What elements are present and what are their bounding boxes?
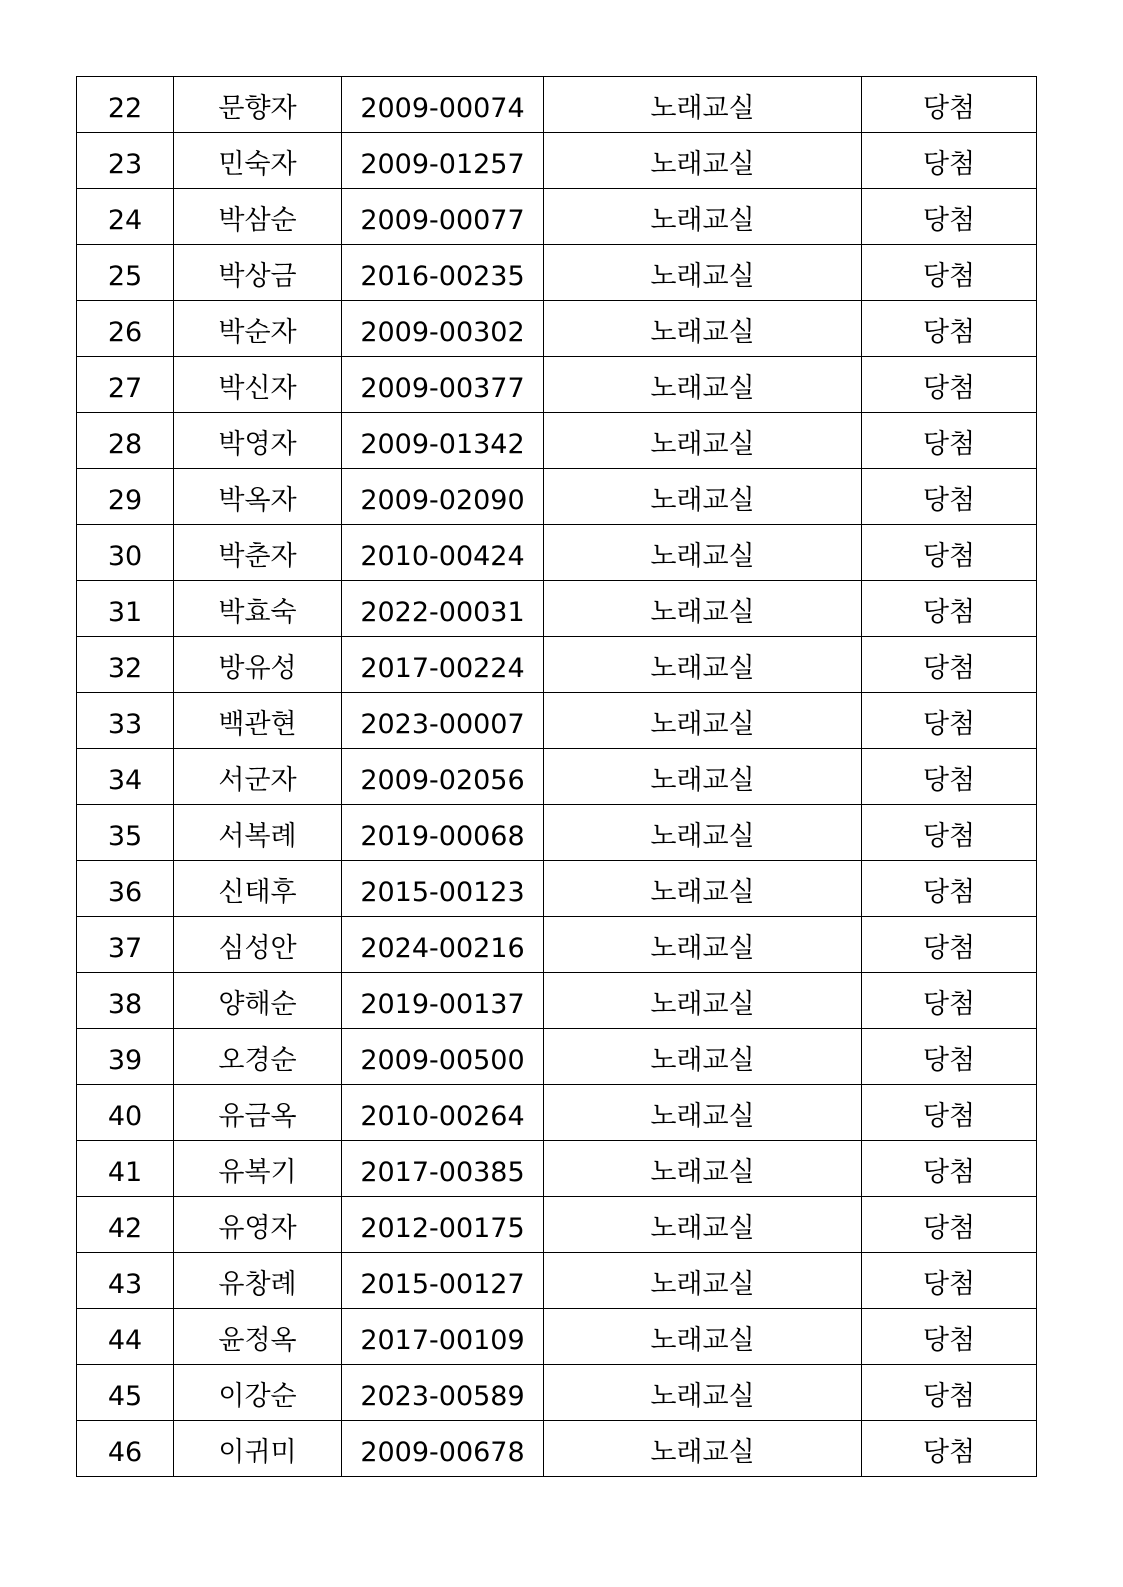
- member-name-cell: [174, 749, 342, 805]
- class-name-cell: [544, 245, 862, 301]
- result-cell: [862, 637, 1037, 693]
- member-id-cell: [342, 917, 544, 973]
- member-id-cell: [342, 1197, 544, 1253]
- class-name-cell-text: 노래교실: [650, 93, 755, 124]
- member-name-cell: [174, 1309, 342, 1365]
- row-number-cell-text: 22: [107, 93, 143, 124]
- member-id-cell-text: 2009-02090: [360, 485, 525, 516]
- member-name-cell: [174, 1197, 342, 1253]
- result-cell: [862, 1309, 1037, 1365]
- result-cell: [862, 133, 1037, 189]
- result-cell-text: 당첨: [922, 1157, 976, 1188]
- row-number-cell: [77, 1253, 174, 1309]
- member-id-cell-text: 2009-01257: [360, 149, 525, 180]
- class-name-cell-text: 노래교실: [650, 989, 755, 1020]
- row-number-cell-text: 40: [107, 1101, 143, 1132]
- result-cell-text: 당첨: [922, 1101, 976, 1132]
- row-number-cell-text: 39: [107, 1045, 143, 1076]
- member-name-cell: [174, 1141, 342, 1197]
- class-name-cell: [544, 1309, 862, 1365]
- result-cell-text: 당첨: [922, 1269, 976, 1300]
- table-row: [77, 1421, 1037, 1477]
- member-name-cell-text: 유창례: [218, 1269, 297, 1300]
- result-cell-text: 당첨: [922, 1381, 976, 1412]
- table-row: [77, 637, 1037, 693]
- row-number-cell: [77, 973, 174, 1029]
- member-name-cell: [174, 301, 342, 357]
- member-name-cell: [174, 861, 342, 917]
- row-number-cell-text: 38: [107, 989, 143, 1020]
- table-row: [77, 1309, 1037, 1365]
- member-name-cell: [174, 189, 342, 245]
- result-cell-text: 당첨: [922, 541, 976, 572]
- class-name-cell: [544, 1365, 862, 1421]
- class-name-cell-text: 노래교실: [650, 1269, 755, 1300]
- member-id-cell-text: 2016-00235: [360, 261, 525, 292]
- row-number-cell: [77, 861, 174, 917]
- class-name-cell: [544, 1197, 862, 1253]
- member-id-cell-text: 2009-00377: [360, 373, 525, 404]
- member-name-cell-text: 민숙자: [218, 149, 297, 180]
- row-number-cell: [77, 1141, 174, 1197]
- table-row: [77, 413, 1037, 469]
- member-id-cell-text: 2009-00302: [360, 317, 525, 348]
- member-id-cell: [342, 245, 544, 301]
- row-number-cell: [77, 637, 174, 693]
- table-row: [77, 861, 1037, 917]
- member-name-cell: [174, 525, 342, 581]
- class-name-cell: [544, 1085, 862, 1141]
- result-cell: [862, 1253, 1037, 1309]
- class-name-cell-text: 노래교실: [650, 373, 755, 404]
- row-number-cell-text: 29: [107, 485, 143, 516]
- member-name-cell: [174, 693, 342, 749]
- member-id-cell: [342, 1365, 544, 1421]
- lottery-result-table: [76, 76, 1037, 1477]
- result-cell: [862, 1141, 1037, 1197]
- member-name-cell: [174, 133, 342, 189]
- table-row: [77, 1197, 1037, 1253]
- member-name-cell: [174, 805, 342, 861]
- result-cell: [862, 77, 1037, 133]
- table-row: [77, 525, 1037, 581]
- result-cell: [862, 749, 1037, 805]
- class-name-cell-text: 노래교실: [650, 709, 755, 740]
- result-cell: [862, 581, 1037, 637]
- row-number-cell-text: 42: [107, 1213, 143, 1244]
- row-number-cell: [77, 133, 174, 189]
- row-number-cell: [77, 749, 174, 805]
- row-number-cell: [77, 469, 174, 525]
- table-row: [77, 581, 1037, 637]
- member-id-cell-text: 2015-00127: [360, 1269, 525, 1300]
- row-number-cell: [77, 189, 174, 245]
- class-name-cell: [544, 693, 862, 749]
- table-row: [77, 1029, 1037, 1085]
- row-number-cell: [77, 1365, 174, 1421]
- row-number-cell: [77, 245, 174, 301]
- member-id-cell: [342, 973, 544, 1029]
- member-name-cell: [174, 1421, 342, 1477]
- table-row: [77, 77, 1037, 133]
- class-name-cell: [544, 1253, 862, 1309]
- member-id-cell-text: 2009-01342: [360, 429, 525, 460]
- result-cell-text: 당첨: [922, 989, 976, 1020]
- row-number-cell-text: 30: [107, 541, 143, 572]
- member-id-cell-text: 2012-00175: [360, 1213, 525, 1244]
- result-cell: [862, 525, 1037, 581]
- row-number-cell-text: 33: [107, 709, 143, 740]
- member-id-cell-text: 2009-00074: [360, 93, 525, 124]
- member-name-cell: [174, 357, 342, 413]
- class-name-cell-text: 노래교실: [650, 933, 755, 964]
- member-id-cell-text: 2010-00264: [360, 1101, 525, 1132]
- class-name-cell-text: 노래교실: [650, 765, 755, 796]
- member-name-cell: [174, 1365, 342, 1421]
- row-number-cell: [77, 1421, 174, 1477]
- member-id-cell: [342, 357, 544, 413]
- result-cell-text: 당첨: [922, 1437, 976, 1468]
- result-cell-text: 당첨: [922, 765, 976, 796]
- row-number-cell: [77, 693, 174, 749]
- member-id-cell: [342, 581, 544, 637]
- result-cell-text: 당첨: [922, 933, 976, 964]
- result-cell-text: 당첨: [922, 1213, 976, 1244]
- member-name-cell-text: 유금옥: [218, 1101, 297, 1132]
- row-number-cell-text: 37: [107, 933, 143, 964]
- result-cell-text: 당첨: [922, 1325, 976, 1356]
- class-name-cell-text: 노래교실: [650, 1381, 755, 1412]
- row-number-cell-text: 46: [107, 1437, 143, 1468]
- class-name-cell: [544, 189, 862, 245]
- row-number-cell-text: 31: [107, 597, 143, 628]
- result-cell-text: 당첨: [922, 373, 976, 404]
- class-name-cell: [544, 861, 862, 917]
- result-cell: [862, 693, 1037, 749]
- class-name-cell: [544, 637, 862, 693]
- member-id-cell: [342, 1029, 544, 1085]
- row-number-cell-text: 43: [107, 1269, 143, 1300]
- result-cell-text: 당첨: [922, 653, 976, 684]
- member-name-cell-text: 박옥자: [218, 485, 297, 516]
- class-name-cell-text: 노래교실: [650, 1157, 755, 1188]
- result-cell-text: 당첨: [922, 1045, 976, 1076]
- member-name-cell-text: 박신자: [218, 373, 297, 404]
- table-row: [77, 301, 1037, 357]
- member-name-cell: [174, 1029, 342, 1085]
- member-id-cell-text: 2009-00500: [360, 1045, 525, 1076]
- member-id-cell-text: 2009-00678: [360, 1437, 525, 1468]
- class-name-cell: [544, 749, 862, 805]
- class-name-cell: [544, 805, 862, 861]
- class-name-cell: [544, 917, 862, 973]
- member-name-cell: [174, 413, 342, 469]
- row-number-cell-text: 26: [107, 317, 143, 348]
- class-name-cell-text: 노래교실: [650, 597, 755, 628]
- member-name-cell-text: 백관현: [218, 709, 297, 740]
- class-name-cell-text: 노래교실: [650, 821, 755, 852]
- member-id-cell: [342, 1085, 544, 1141]
- member-name-cell: [174, 1085, 342, 1141]
- table-row: [77, 917, 1037, 973]
- result-cell-text: 당첨: [922, 261, 976, 292]
- row-number-cell-text: 35: [107, 821, 143, 852]
- class-name-cell-text: 노래교실: [650, 1437, 755, 1468]
- member-id-cell: [342, 189, 544, 245]
- member-id-cell: [342, 1253, 544, 1309]
- member-name-cell: [174, 973, 342, 1029]
- member-id-cell: [342, 693, 544, 749]
- member-id-cell-text: 2009-00077: [360, 205, 525, 236]
- class-name-cell: [544, 301, 862, 357]
- member-name-cell-text: 서복례: [218, 821, 297, 852]
- row-number-cell: [77, 301, 174, 357]
- class-name-cell-text: 노래교실: [650, 485, 755, 516]
- member-name-cell-text: 윤정옥: [218, 1325, 297, 1356]
- class-name-cell: [544, 357, 862, 413]
- table-row: [77, 973, 1037, 1029]
- member-name-cell-text: 오경순: [218, 1045, 297, 1076]
- table-row: [77, 133, 1037, 189]
- result-cell: [862, 1197, 1037, 1253]
- member-id-cell: [342, 749, 544, 805]
- member-id-cell: [342, 525, 544, 581]
- member-name-cell-text: 문향자: [218, 93, 297, 124]
- member-name-cell: [174, 1253, 342, 1309]
- result-cell: [862, 357, 1037, 413]
- member-id-cell: [342, 301, 544, 357]
- result-cell: [862, 1365, 1037, 1421]
- class-name-cell-text: 노래교실: [650, 1325, 755, 1356]
- member-id-cell: [342, 637, 544, 693]
- member-id-cell: [342, 133, 544, 189]
- row-number-cell-text: 28: [107, 429, 143, 460]
- row-number-cell-text: 41: [107, 1157, 143, 1188]
- table-row: [77, 805, 1037, 861]
- result-cell-text: 당첨: [922, 709, 976, 740]
- member-name-cell-text: 박상금: [218, 261, 297, 292]
- member-id-cell: [342, 469, 544, 525]
- class-name-cell-text: 노래교실: [650, 1045, 755, 1076]
- row-number-cell: [77, 357, 174, 413]
- result-cell: [862, 1029, 1037, 1085]
- result-cell-text: 당첨: [922, 877, 976, 908]
- member-name-cell-text: 서군자: [218, 765, 297, 796]
- member-name-cell-text: 박순자: [218, 317, 297, 348]
- table-row: [77, 1141, 1037, 1197]
- row-number-cell: [77, 1197, 174, 1253]
- member-id-cell-text: 2010-00424: [360, 541, 525, 572]
- row-number-cell-text: 36: [107, 877, 143, 908]
- class-name-cell: [544, 973, 862, 1029]
- member-id-cell-text: 2017-00109: [360, 1325, 525, 1356]
- class-name-cell-text: 노래교실: [650, 541, 755, 572]
- row-number-cell: [77, 525, 174, 581]
- row-number-cell: [77, 917, 174, 973]
- table-row: [77, 693, 1037, 749]
- row-number-cell: [77, 1029, 174, 1085]
- member-id-cell-text: 2009-02056: [360, 765, 525, 796]
- result-cell-text: 당첨: [922, 149, 976, 180]
- member-id-cell-text: 2022-00031: [360, 597, 525, 628]
- member-id-cell: [342, 1421, 544, 1477]
- table-body: [77, 77, 1037, 1477]
- result-cell-text: 당첨: [922, 821, 976, 852]
- class-name-cell: [544, 1141, 862, 1197]
- class-name-cell-text: 노래교실: [650, 205, 755, 236]
- result-cell: [862, 1421, 1037, 1477]
- result-cell: [862, 469, 1037, 525]
- member-id-cell-text: 2019-00068: [360, 821, 525, 852]
- table-row: [77, 749, 1037, 805]
- class-name-cell-text: 노래교실: [650, 1101, 755, 1132]
- result-cell-text: 당첨: [922, 485, 976, 516]
- class-name-cell-text: 노래교실: [650, 877, 755, 908]
- class-name-cell: [544, 1029, 862, 1085]
- result-cell-text: 당첨: [922, 429, 976, 460]
- result-cell-text: 당첨: [922, 205, 976, 236]
- row-number-cell: [77, 1085, 174, 1141]
- member-id-cell: [342, 1141, 544, 1197]
- member-name-cell-text: 박효숙: [218, 597, 297, 628]
- member-name-cell-text: 양해순: [218, 989, 297, 1020]
- member-name-cell: [174, 469, 342, 525]
- member-id-cell: [342, 1309, 544, 1365]
- row-number-cell-text: 45: [107, 1381, 143, 1412]
- member-name-cell-text: 박삼순: [218, 205, 297, 236]
- class-name-cell-text: 노래교실: [650, 317, 755, 348]
- row-number-cell-text: 27: [107, 373, 143, 404]
- member-id-cell: [342, 861, 544, 917]
- member-name-cell: [174, 245, 342, 301]
- row-number-cell-text: 34: [107, 765, 143, 796]
- result-cell: [862, 805, 1037, 861]
- member-name-cell-text: 박영자: [218, 429, 297, 460]
- table-row: [77, 189, 1037, 245]
- member-id-cell-text: 2023-00589: [360, 1381, 525, 1412]
- table-row: [77, 245, 1037, 301]
- class-name-cell: [544, 1421, 862, 1477]
- member-id-cell-text: 2017-00224: [360, 653, 525, 684]
- member-id-cell-text: 2023-00007: [360, 709, 525, 740]
- member-name-cell-text: 심성안: [218, 933, 297, 964]
- member-id-cell-text: 2019-00137: [360, 989, 525, 1020]
- result-cell: [862, 189, 1037, 245]
- result-cell: [862, 917, 1037, 973]
- table-row: [77, 1365, 1037, 1421]
- member-name-cell-text: 이귀미: [218, 1437, 297, 1468]
- result-cell: [862, 301, 1037, 357]
- member-name-cell-text: 방유성: [218, 653, 297, 684]
- member-id-cell: [342, 77, 544, 133]
- member-name-cell: [174, 637, 342, 693]
- row-number-cell-text: 44: [107, 1325, 143, 1356]
- table-row: [77, 1085, 1037, 1141]
- table-row: [77, 469, 1037, 525]
- result-cell: [862, 1085, 1037, 1141]
- row-number-cell: [77, 805, 174, 861]
- member-id-cell-text: 2024-00216: [360, 933, 525, 964]
- result-cell: [862, 861, 1037, 917]
- class-name-cell: [544, 581, 862, 637]
- class-name-cell: [544, 133, 862, 189]
- class-name-cell: [544, 525, 862, 581]
- result-cell: [862, 245, 1037, 301]
- row-number-cell-text: 25: [107, 261, 143, 292]
- member-name-cell-text: 유영자: [218, 1213, 297, 1244]
- member-name-cell-text: 이강순: [218, 1381, 297, 1412]
- row-number-cell: [77, 1309, 174, 1365]
- row-number-cell: [77, 413, 174, 469]
- member-id-cell-text: 2017-00385: [360, 1157, 525, 1188]
- result-cell: [862, 413, 1037, 469]
- member-id-cell: [342, 805, 544, 861]
- row-number-cell-text: 32: [107, 653, 143, 684]
- member-id-cell-text: 2015-00123: [360, 877, 525, 908]
- member-name-cell: [174, 917, 342, 973]
- member-name-cell: [174, 77, 342, 133]
- result-cell-text: 당첨: [922, 597, 976, 628]
- member-id-cell: [342, 413, 544, 469]
- class-name-cell-text: 노래교실: [650, 261, 755, 292]
- member-name-cell: [174, 581, 342, 637]
- result-cell-text: 당첨: [922, 317, 976, 348]
- result-cell-text: 당첨: [922, 93, 976, 124]
- class-name-cell: [544, 469, 862, 525]
- row-number-cell-text: 24: [107, 205, 143, 236]
- row-number-cell: [77, 77, 174, 133]
- member-name-cell-text: 신태후: [218, 877, 297, 908]
- class-name-cell: [544, 77, 862, 133]
- member-name-cell-text: 박춘자: [218, 541, 297, 572]
- row-number-cell: [77, 581, 174, 637]
- class-name-cell-text: 노래교실: [650, 429, 755, 460]
- table-row: [77, 1253, 1037, 1309]
- table-row: [77, 357, 1037, 413]
- row-number-cell-text: 23: [107, 149, 143, 180]
- class-name-cell-text: 노래교실: [650, 149, 755, 180]
- class-name-cell: [544, 413, 862, 469]
- class-name-cell-text: 노래교실: [650, 653, 755, 684]
- result-cell: [862, 973, 1037, 1029]
- class-name-cell-text: 노래교실: [650, 1213, 755, 1244]
- member-name-cell-text: 유복기: [218, 1157, 297, 1188]
